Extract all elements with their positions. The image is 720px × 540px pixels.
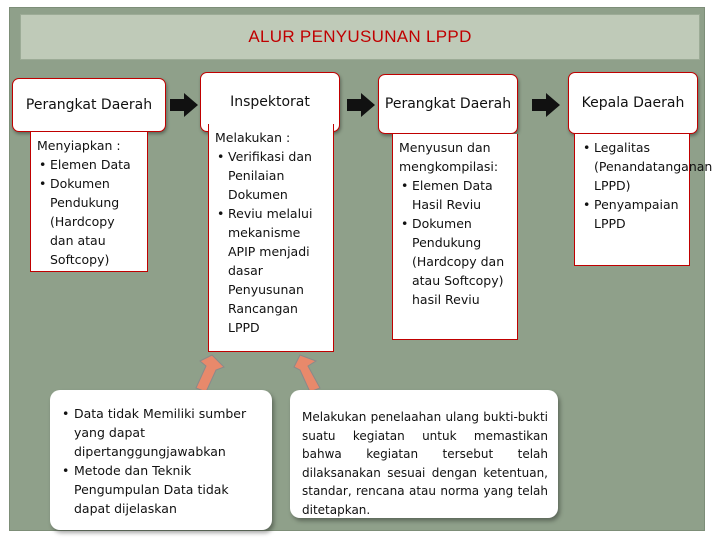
note-left bbox=[50, 390, 272, 530]
step-4-header bbox=[568, 72, 698, 134]
note-right bbox=[290, 390, 558, 518]
step-2-list bbox=[215, 147, 327, 337]
step-4-title: Kepala Daerah bbox=[581, 95, 685, 111]
flow-arrow-2 bbox=[345, 92, 377, 118]
step-3-title: Perangkat Daerah bbox=[384, 96, 512, 112]
step-1-header bbox=[12, 78, 166, 132]
step-1-intro: Menyiapkan : bbox=[37, 138, 121, 153]
step-3-item: • Elemen Data Hasil Reviu bbox=[399, 176, 511, 214]
step-3-header bbox=[378, 74, 518, 134]
flow-arrow-1 bbox=[168, 92, 200, 118]
flow-arrow-3 bbox=[530, 92, 562, 118]
step-1-item: • Dokumen Pendukung (Hardcopy dan atau Softcopy) bbox=[37, 174, 141, 269]
step-2-intro: Melakukan : bbox=[215, 130, 291, 145]
note-right-text: Melakukan penelaahan ulang bukti-bukti suatu kegiatan untuk memastikan bahwa kegiatan tersebut telah dilaksanakan sesuai dengan ketentuan, standar, rencana atau norma yang telah ditetapkan. bbox=[302, 410, 548, 517]
step-2-body bbox=[208, 124, 334, 352]
diagram-title: ALUR PENYUSUNAN LPPD bbox=[248, 27, 472, 46]
step-2-item: • Reviu melalui mekanisme APIP menjadi dasar Penyusunan Rancangan LPPD bbox=[215, 204, 327, 337]
title-bar bbox=[20, 14, 700, 60]
step-1-title: Perangkat Daerah bbox=[25, 97, 153, 113]
step-3-item: • Dokumen Pendukung (Hardcopy dan atau Softcopy) hasil Reviu bbox=[399, 214, 511, 309]
step-1-item: • Elemen Data bbox=[37, 155, 141, 174]
step-1-list bbox=[37, 155, 141, 269]
step-4-body bbox=[574, 134, 713, 266]
step-3-intro: Menyusun dan mengkompilasi: bbox=[399, 140, 499, 174]
step-2-title: Inspektorat bbox=[230, 94, 310, 110]
note-left-item: • Metode dan Teknik Pengumpulan Data tidak dapat dijelaskan bbox=[60, 461, 260, 518]
step-3-body bbox=[392, 134, 518, 340]
step-2-item: • Verifikasi dan Penilaian Dokumen bbox=[215, 147, 327, 204]
note-left-list bbox=[60, 404, 260, 518]
step-4-list bbox=[581, 138, 713, 233]
step-4-item: • Legalitas (Penandatanganan LPPD) bbox=[581, 138, 683, 195]
step-2-header bbox=[200, 72, 340, 132]
step-1-body bbox=[30, 132, 148, 272]
step-4-item: • Penyampaian LPPD bbox=[581, 195, 683, 233]
step-3-list bbox=[399, 176, 511, 309]
note-left-item: • Data tidak Memiliki sumber yang dapat dipertanggungjawabkan bbox=[60, 404, 260, 461]
